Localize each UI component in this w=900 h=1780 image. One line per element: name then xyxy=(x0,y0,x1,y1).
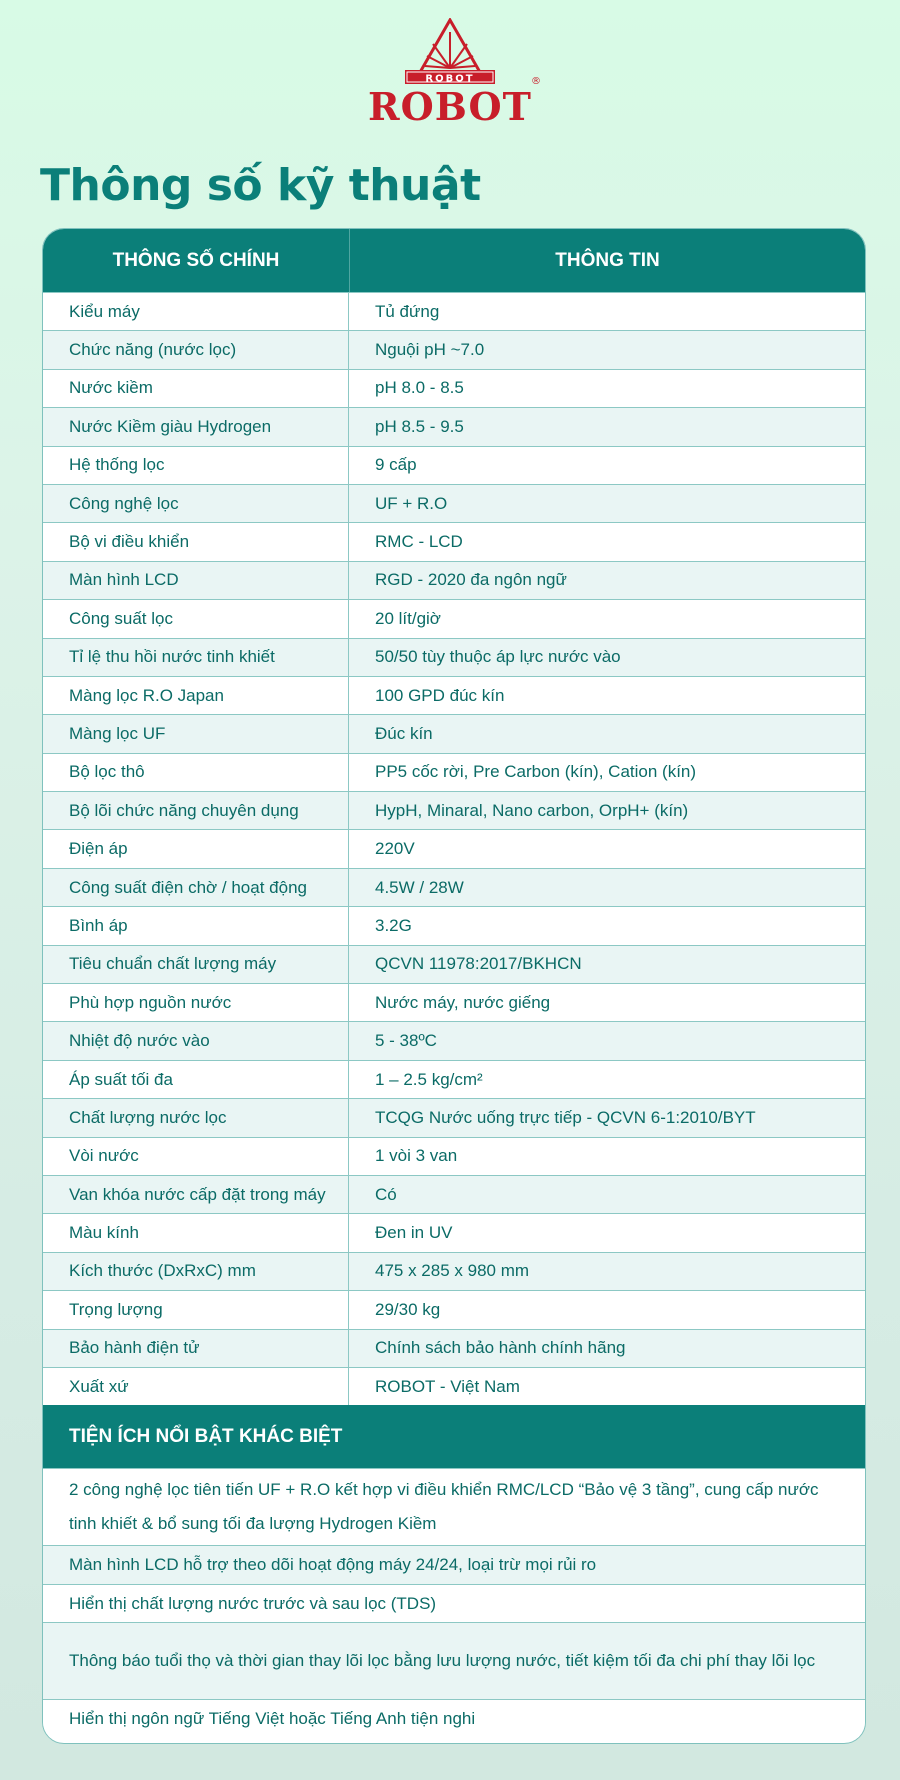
spec-key: Bộ lõi chức năng chuyên dụng xyxy=(43,792,349,829)
spec-table-body xyxy=(43,292,865,1405)
spec-value: RMC - LCD xyxy=(375,532,463,552)
table-row xyxy=(43,599,865,637)
spec-key: Công suất điện chờ / hoạt động xyxy=(43,869,349,906)
spec-key: Chất lượng nước lọc xyxy=(43,1099,349,1136)
spec-key: Áp suất tối đa xyxy=(43,1061,349,1098)
table-row xyxy=(43,945,865,983)
spec-value: 4.5W / 28W xyxy=(375,877,464,897)
spec-key: Xuất xứ xyxy=(43,1368,349,1405)
spec-value: Nước máy, nước giếng xyxy=(375,992,551,1012)
spec-key: Bộ lọc thô xyxy=(43,754,349,791)
table-row xyxy=(43,292,865,330)
spec-value: 1 vòi 3 van xyxy=(375,1146,458,1166)
logo-wordmark: ROBOT xyxy=(368,84,532,122)
spec-key: Hệ thống lọc xyxy=(43,447,349,484)
spec-key: Bình áp xyxy=(43,907,349,944)
spec-key: Nhiệt độ nước vào xyxy=(43,1022,349,1059)
logo-badge-text: ROBOT xyxy=(425,73,475,85)
table-row xyxy=(43,369,865,407)
spec-key: Điện áp xyxy=(43,830,349,867)
table-row xyxy=(43,407,865,445)
table-row xyxy=(43,1175,865,1213)
table-row xyxy=(43,983,865,1021)
header-key: THÔNG SỐ CHÍNH xyxy=(43,229,350,292)
spec-key: Van khóa nước cấp đặt trong máy xyxy=(43,1176,349,1213)
spec-card xyxy=(42,228,866,1744)
spec-key: Nước Kiềm giàu Hydrogen xyxy=(43,408,349,445)
spec-value: 220V xyxy=(375,839,415,859)
spec-value: TCQG Nước uống trực tiếp - QCVN 6-1:2010/BYT xyxy=(375,1107,756,1127)
spec-key: Màng lọc UF xyxy=(43,715,349,752)
spec-value: 20 lít/giờ xyxy=(375,608,441,628)
spec-key: Kích thước (DxRxC) mm xyxy=(43,1253,349,1290)
feature-item: Màn hình LCD hỗ trợ theo dõi hoạt động máy 24/24, loại trừ mọi rủi ro xyxy=(43,1545,865,1584)
registered-mark: ® xyxy=(531,76,541,87)
spec-key: Kiểu máy xyxy=(43,293,349,330)
table-row xyxy=(43,1060,865,1098)
spec-value: RGD - 2020 đa ngôn ngữ xyxy=(375,570,567,590)
spec-key: Chức năng (nước lọc) xyxy=(43,331,349,368)
spec-value: Nguội pH ~7.0 xyxy=(375,340,485,360)
spec-key: Phù hợp nguồn nước xyxy=(43,984,349,1021)
spec-value: Đen in UV xyxy=(375,1223,453,1243)
spec-key: Màng lọc R.O Japan xyxy=(43,677,349,714)
spec-value: Tủ đứng xyxy=(375,301,440,321)
robot-logo xyxy=(343,18,557,122)
spec-key: Tiêu chuẩn chất lượng máy xyxy=(43,946,349,983)
table-row xyxy=(43,906,865,944)
spec-value: 3.2G xyxy=(375,915,412,935)
table-row xyxy=(43,1021,865,1059)
table-row xyxy=(43,868,865,906)
spec-value: UF + R.O xyxy=(375,493,448,513)
spec-key: Màu kính xyxy=(43,1214,349,1251)
table-row xyxy=(43,1213,865,1251)
table-row xyxy=(43,676,865,714)
spec-value: 100 GPD đúc kín xyxy=(375,685,505,705)
spec-key: Công nghệ lọc xyxy=(43,485,349,522)
feature-item: Hiển thị ngôn ngữ Tiếng Việt hoặc Tiếng Anh tiện nghi xyxy=(43,1699,865,1738)
spec-value: Có xyxy=(375,1184,397,1204)
spec-value: ROBOT - Việt Nam xyxy=(375,1376,520,1396)
spec-value: 1 – 2.5 kg/cm² xyxy=(375,1069,483,1089)
spec-value: Đúc kín xyxy=(375,723,433,743)
table-row xyxy=(43,1290,865,1328)
spec-value: pH 8.5 - 9.5 xyxy=(375,416,464,436)
spec-key: Nước kiềm xyxy=(43,370,349,407)
spec-key: Công suất lọc xyxy=(43,600,349,637)
feature-item: Thông báo tuổi thọ và thời gian thay lõi lọc bằng lưu lượng nước, tiết kiệm tối đa chi phí thay lõi lọc xyxy=(43,1622,865,1699)
feature-item: 2 công nghệ lọc tiên tiến UF + R.O kết hợp vi điều khiển RMC/LCD “Bảo vệ 3 tầng”, cung cấp nước tinh khiết & bổ sung tối đa lượng Hydrogen Kiềm xyxy=(43,1468,865,1545)
feature-item: Hiển thị chất lượng nước trước và sau lọc (TDS) xyxy=(43,1584,865,1623)
features-title: TIỆN ÍCH NỔI BẬT KHÁC BIỆT xyxy=(43,1405,865,1468)
table-row xyxy=(43,1367,865,1405)
spec-key: Vòi nước xyxy=(43,1138,349,1175)
table-row xyxy=(43,753,865,791)
spec-key: Tỉ lệ thu hồi nước tinh khiết xyxy=(43,639,349,676)
table-row xyxy=(43,446,865,484)
header-value: THÔNG TIN xyxy=(555,249,660,271)
spec-value: PP5 cốc rời, Pre Carbon (kín), Cation (kín) xyxy=(375,762,697,782)
table-row xyxy=(43,1098,865,1136)
spec-value: QCVN 11978:2017/BKHCN xyxy=(375,954,582,974)
table-row xyxy=(43,561,865,599)
spec-value: 5 - 38ºC xyxy=(375,1031,437,1051)
spec-value: pH 8.0 - 8.5 xyxy=(375,378,464,398)
spec-key: Màn hình LCD xyxy=(43,562,349,599)
table-row xyxy=(43,1137,865,1175)
spec-value: 50/50 tùy thuộc áp lực nước vào xyxy=(375,647,621,667)
features-list xyxy=(43,1468,865,1738)
table-row xyxy=(43,791,865,829)
page-title: Thông số kỹ thuật xyxy=(40,160,481,211)
spec-value: 29/30 kg xyxy=(375,1299,441,1319)
table-row xyxy=(43,330,865,368)
spec-value: HypH, Minaral, Nano carbon, OrpH+ (kín) xyxy=(375,800,689,820)
spec-value: 9 cấp xyxy=(375,455,417,475)
spec-table-header xyxy=(43,229,865,292)
spec-key: Bảo hành điện tử xyxy=(43,1330,349,1367)
spec-value: 475 x 285 x 980 mm xyxy=(375,1261,530,1281)
spec-value: Chính sách bảo hành chính hãng xyxy=(375,1338,626,1358)
table-row xyxy=(43,1329,865,1367)
table-row xyxy=(43,1252,865,1290)
table-row xyxy=(43,638,865,676)
table-row xyxy=(43,522,865,560)
table-row xyxy=(43,714,865,752)
table-row xyxy=(43,484,865,522)
table-row xyxy=(43,829,865,867)
spec-key: Trọng lượng xyxy=(43,1291,349,1328)
spec-key: Bộ vi điều khiển xyxy=(43,523,349,560)
